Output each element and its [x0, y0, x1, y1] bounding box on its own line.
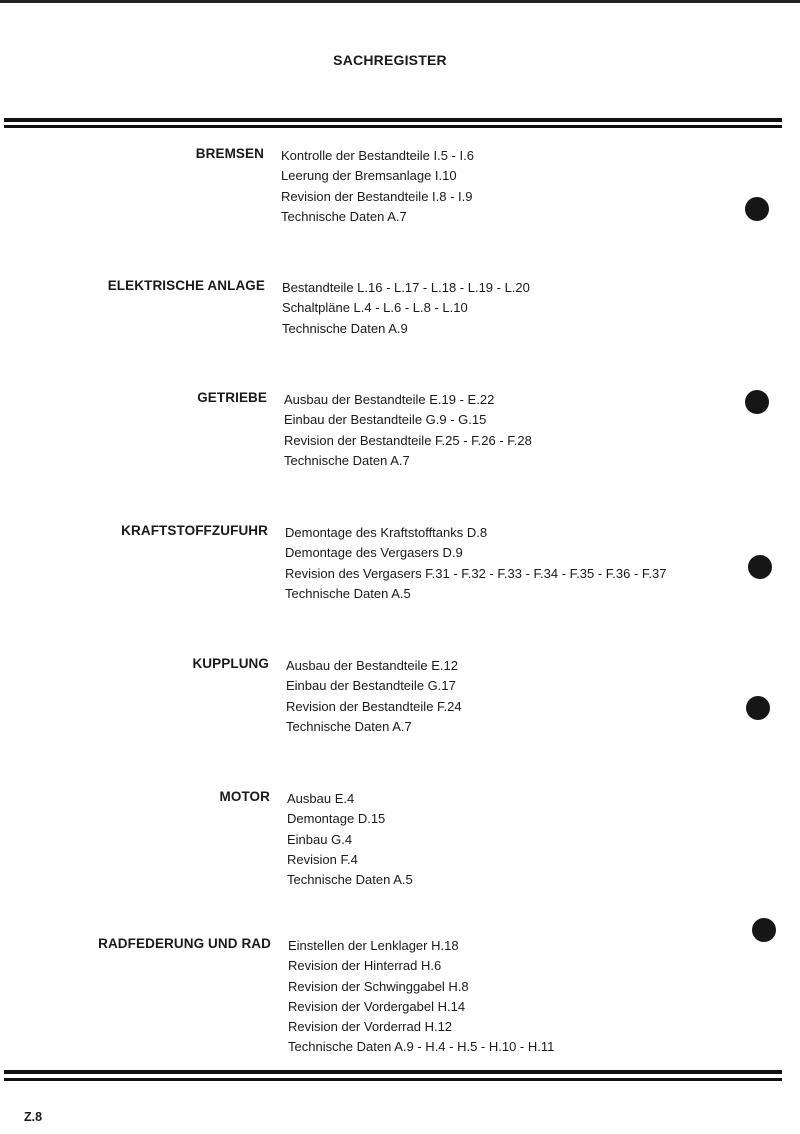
- entry-list: [284, 390, 532, 471]
- index-entry: Revision der Hinterrad H.6: [288, 958, 442, 974]
- index-entry: Technische Daten A.9 - H.4 - H.5 - H.10 - H.11: [288, 1039, 555, 1055]
- section-heading: ELEKTRISCHE ANLAGE: [107, 278, 265, 293]
- header-rule-thin: [4, 125, 782, 128]
- page-top-edge: [0, 0, 800, 3]
- index-entry: Technische Daten A.7: [284, 452, 410, 468]
- section-heading: KRAFTSTOFFZUFUHR: [121, 523, 268, 538]
- page-title: SACHREGISTER: [333, 52, 447, 68]
- index-entry: Revision der Schwinggabel H.8: [288, 978, 469, 994]
- index-entry: Einbau der Bestandteile G.17: [286, 678, 456, 694]
- index-entry: Revision der Vordergabel H.14: [288, 998, 466, 1014]
- section-heading: RADFEDERUNG UND RAD: [98, 936, 271, 951]
- entry-list: [281, 146, 474, 227]
- punch-hole-icon: [752, 918, 776, 942]
- index-entry: Technische Daten A.7: [281, 208, 407, 224]
- entry-list: [288, 936, 554, 1058]
- section-heading: KUPPLUNG: [192, 656, 269, 671]
- index-entry: Leerung der Bremsanlage I.10: [281, 168, 457, 184]
- index-entry: Schaltpläne L.4 - L.6 - L.8 - L.10: [282, 300, 468, 316]
- index-entry: Einstellen der Lenklager H.18: [288, 938, 459, 953]
- footer-rule-thick: [4, 1070, 782, 1074]
- section-heading: BREMSEN: [195, 146, 264, 161]
- index-entry: Einbau der Bestandteile G.9 - G.15: [284, 412, 487, 428]
- header-rule-thick: [4, 118, 782, 122]
- index-entry: Demontage D.15: [287, 811, 386, 827]
- page-number: Z.8: [24, 1110, 43, 1124]
- index-entry: Kontrolle der Bestandteile I.5 - I.6: [281, 148, 474, 163]
- index-entry: Ausbau E.4: [287, 791, 355, 806]
- section-heading: GETRIEBE: [197, 390, 267, 405]
- index-entry: Demontage des Vergasers D.9: [285, 545, 463, 561]
- entry-list: [287, 789, 413, 890]
- index-entry: Revision des Vergasers F.31 - F.32 - F.33 - F.34 - F.35 - F.36 - F.37: [285, 565, 667, 581]
- index-entry: Revision der Bestandteile F.24: [286, 698, 462, 714]
- index-entry: Demontage des Kraftstofftanks D.8: [285, 525, 488, 540]
- index-entry: Technische Daten A.7: [286, 718, 412, 734]
- index-entry: Einbau G.4: [287, 831, 353, 847]
- punch-hole-icon: [745, 197, 769, 221]
- index-entry: Revision F.4: [287, 851, 358, 867]
- index-entry: Revision der Vorderrad H.12: [288, 1019, 453, 1035]
- section-heading: MOTOR: [219, 789, 270, 804]
- index-entry: Technische Daten A.9: [282, 320, 408, 336]
- punch-hole-icon: [746, 696, 770, 720]
- entry-list: [286, 656, 462, 737]
- index-entry: Technische Daten A.5: [285, 585, 411, 601]
- punch-hole-icon: [748, 555, 772, 579]
- index-entry: Ausbau der Bestandteile E.19 - E.22: [284, 392, 495, 407]
- punch-hole-icon: [745, 390, 769, 414]
- footer-rule-thin: [4, 1078, 782, 1081]
- entry-list: [285, 523, 667, 604]
- index-entry: Ausbau der Bestandteile E.12: [286, 658, 459, 673]
- index-entry: Technische Daten A.5: [287, 872, 413, 888]
- index-entry: Revision der Bestandteile I.8 - I.9: [281, 188, 473, 204]
- index-entry: Bestandteile L.16 - L.17 - L.18 - L.19 - L.20: [282, 280, 530, 295]
- entry-list: [282, 278, 530, 339]
- index-entry: Revision der Bestandteile F.25 - F.26 - F.28: [284, 432, 532, 448]
